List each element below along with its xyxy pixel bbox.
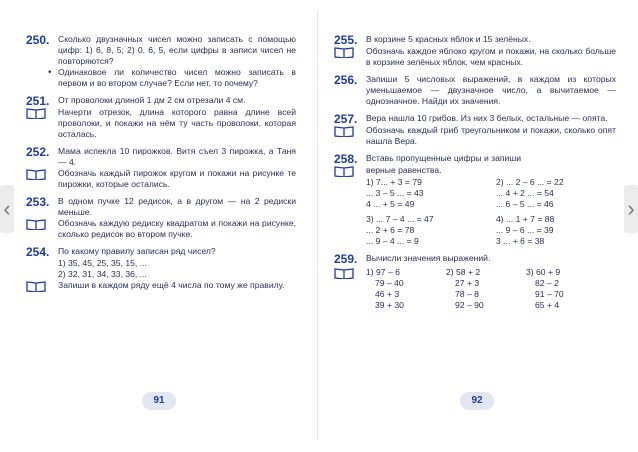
equation: ... 2 + 6 = 78 <box>366 225 415 235</box>
task-instruction: Запиши в каждом ряду ещё 4 числа по тому же правилу. <box>58 280 285 290</box>
task-number: 256. <box>334 73 358 87</box>
task-instruction: верные равенства. <box>366 165 442 175</box>
book-icon <box>26 280 48 292</box>
page-gutter <box>317 10 318 440</box>
equation-group-3 <box>366 214 496 247</box>
expression: 91 – 70 <box>535 289 564 299</box>
chevron-right-icon: › <box>627 196 635 221</box>
task-254 <box>26 246 296 292</box>
task-252 <box>26 146 296 190</box>
equation: 4) ... 1 + 7 = 88 <box>496 214 555 224</box>
number-sequence: 2) 32, 31, 34, 33, 36, ... <box>58 269 147 279</box>
task-number: 254. <box>26 245 50 259</box>
equation: 2) ... 2 – 6 ... = 22 <box>496 177 564 187</box>
expression-grid <box>366 267 606 311</box>
task-number: 255. <box>334 33 358 47</box>
equation: ... 4 + 2 ... = 54 <box>496 188 554 198</box>
equation: 4 ... + 5 = 49 <box>366 199 415 209</box>
task-text: Вычисли значения выражений. <box>366 253 491 263</box>
chevron-left-icon: ‹ <box>3 196 11 221</box>
task-251 <box>26 95 296 140</box>
bullet-icon: • <box>48 67 52 78</box>
page-number-right: 92 <box>460 392 494 410</box>
task-text: Вера нашла 10 грибов. Из них 3 белых, остальные — опята. <box>366 113 608 123</box>
equation-grid <box>366 177 616 247</box>
equation: ... 9 – 4 ... = 9 <box>366 236 419 246</box>
task-instruction: Обозначь каждое яблоко кругом и покажи, на сколько больше в корзине зелёных яблок, чем красных. <box>366 46 616 67</box>
task-number: 251. <box>26 94 50 108</box>
task-text: Вставь пропущенные цифры и запиши <box>366 153 522 163</box>
book-icon <box>334 267 356 279</box>
task-instruction: Обозначь каждый пирожок кругом и покажи на рисунке те пирожки, которые остались. <box>58 168 296 189</box>
expression: 65 + 4 <box>535 300 560 310</box>
task-text: Сколько двузначных чисел можно записать с помощью цифр: 1) 6, 8, 5; 2) 0, 6, 5, если цифры в записи чисел не повторяются? <box>58 34 296 66</box>
task-text: В одном пучке 12 редисок, а в другом — на 2 редиски меньше. <box>58 196 296 217</box>
next-page-button[interactable] <box>624 185 638 233</box>
expression: 78 – 8 <box>455 289 479 299</box>
equation-group-2 <box>496 177 606 210</box>
book-icon <box>334 125 356 137</box>
expression: 27 + 3 <box>455 278 480 288</box>
left-page <box>26 34 296 414</box>
expression: 39 + 30 <box>375 300 404 310</box>
task-text: От проволоки длиной 1 дм 2 см отрезали 4 см. <box>58 95 246 105</box>
task-number: 250. <box>26 33 50 47</box>
task-instruction: Начерти отрезок, длина которого равна длине всей проволоки, и покажи на нём ту часть проволоки, которая осталась. <box>58 107 296 139</box>
expression-column-2 <box>446 267 526 311</box>
task-instruction: Обозначь каждый гриб треугольником и покажи, сколько опят нашла Вера. <box>366 125 616 146</box>
expression: 1) 97 – 6 <box>366 267 400 277</box>
page-number-left: 91 <box>142 392 176 410</box>
task-text: Мама испекла 10 пирожков. Витя съел 3 пирожка, а Таня — 4. <box>58 146 296 167</box>
task-text: Запиши 5 числовых выражений, в каждом из которых уменьшаемое — двузначное число, а вычитаемое — однозначное. Найди их значения. <box>366 74 616 106</box>
equation: ... 9 – 6 ... = 39 <box>496 225 554 235</box>
equation: 3) ... 7 – 4 ... = 47 <box>366 214 434 224</box>
task-255 <box>334 34 616 68</box>
task-250 <box>26 34 296 89</box>
task-253 <box>26 196 296 240</box>
expression-column-1 <box>366 267 446 311</box>
task-256 <box>334 74 616 107</box>
task-number: 252. <box>26 145 50 159</box>
book-icon <box>334 165 356 177</box>
expression: 79 – 40 <box>375 278 404 288</box>
expression: 2) 58 + 2 <box>446 267 481 277</box>
expression: 82 – 2 <box>535 278 559 288</box>
right-page <box>334 34 616 414</box>
task-instruction: Обозначь каждую редиску квадратом и покажи на рисунке, сколько редисок во втором пучке. <box>58 218 296 239</box>
task-number: 258. <box>334 152 358 166</box>
task-text: По какому правилу записан ряд чисел? <box>58 246 216 256</box>
book-icon <box>26 168 48 180</box>
book-icon <box>26 107 48 119</box>
prev-page-button[interactable] <box>0 185 14 233</box>
task-number: 259. <box>334 252 358 266</box>
task-number: 253. <box>26 195 50 209</box>
equation: 3 ... + 6 = 38 <box>496 236 545 246</box>
task-number: 257. <box>334 112 358 126</box>
task-257 <box>334 113 616 147</box>
task-258 <box>334 153 616 247</box>
book-icon <box>26 218 48 230</box>
task-question: Одинаковое ли количество чисел можно записать в первом и во втором случае? Если нет, то почему? <box>58 67 296 88</box>
expression: 3) 60 + 9 <box>526 267 561 277</box>
task-259 <box>334 253 616 311</box>
equation: ... 3 – 5 ... = 43 <box>366 188 424 198</box>
expression-column-3 <box>526 267 606 311</box>
book-icon <box>334 46 356 58</box>
number-sequence: 1) 35, 45, 25, 35, 15, ... <box>58 258 147 268</box>
expression: 46 + 3 <box>375 289 400 299</box>
equation-group-4 <box>496 214 606 247</box>
equation: 1) 7... + 3 = 79 <box>366 177 422 187</box>
expression: 92 – 90 <box>455 300 484 310</box>
equation: ... 6 – 5 ... = 46 <box>496 199 554 209</box>
task-text: В корзине 5 красных яблок и 15 зелёных. <box>366 34 531 44</box>
equation-group-1 <box>366 177 496 210</box>
